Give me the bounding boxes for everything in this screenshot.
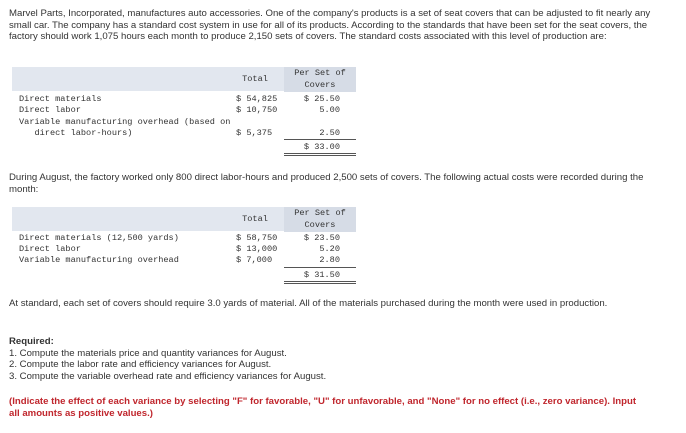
actual-cost-table [12,207,357,284]
subtotal-rule [284,139,356,140]
row-label: Direct labor [19,244,81,254]
required-item: 1. Compute the materials price and quantity variances for August. [9,347,287,359]
row-total: $ 54,825 [236,94,278,104]
required-item: 3. Compute the variable overhead rate and efficiency variances for August. [9,370,327,382]
sum-per-set: $ 33.00 [303,142,340,152]
row-label: direct labor-hours) [19,128,133,138]
row-per-set: $ 23.50 [303,233,340,243]
row-per-set: 5.20 [319,244,340,254]
per-set-line2: Covers [304,219,336,230]
sum-per-set: $ 31.50 [303,270,340,280]
row-per-set: 2.80 [319,255,340,265]
per-set-line2: Covers [304,79,336,90]
column-header-per-set [284,207,356,232]
row-label: Direct labor [19,105,81,115]
row-per-set: 2.50 [319,128,340,138]
row-per-set: $ 25.50 [303,94,340,104]
per-set-line1: Per Set of [294,68,346,78]
per-set-line1: Per Set of [294,208,346,218]
row-total: $ 5,375 [236,128,273,138]
required-item: 2. Compute the labor rate and efficiency variances for August. [9,359,272,371]
august-paragraph: During August, the factory worked only 800 direct labor-hours and produced 2,500 sets of covers. The following actual costs were recorded during the month: [9,172,644,195]
column-header-per-set [284,67,356,92]
row-total: $ 10,750 [236,105,278,115]
row-total: $ 13,000 [236,244,278,254]
row-total: $ 7,000 [236,255,273,265]
required-heading: Required: [9,336,54,347]
row-label: Direct materials (12,500 yards) [19,233,179,243]
row-per-set: 5.00 [319,105,340,115]
column-header-total: Total [242,74,268,84]
row-label: Direct materials [19,94,102,104]
row-label: Variable manufacturing overhead (based on [19,117,231,127]
total-double-rule [284,153,356,156]
row-total: $ 58,750 [236,233,278,243]
instruction-note: (Indicate the effect of each variance by selecting "F" for favorable, "U" for unfavorable, and "None" for no effect (i.e., zero variance). Input all amounts as positive values.) [9,396,637,419]
required-section [9,336,669,382]
subtotal-rule [284,267,356,268]
standard-cost-table [12,67,357,155]
row-label: Variable manufacturing overhead [19,255,179,265]
standard-paragraph: At standard, each set of covers should require 3.0 yards of material. All of the materials purchased during the month were used in production. [9,298,608,309]
total-double-rule [284,281,356,284]
column-header-total: Total [242,214,268,224]
intro-paragraph: Marvel Parts, Incorporated, manufactures auto accessories. One of the company's products is a set of seat covers that can be adjusted to fit nearly any small car. The company has a standard cost system in use for all of its products. According to the standards that have been set for the seat covers, the factory should work 1,075 hours each month to produce 2,150 sets of covers. The standard costs associated with this level of production are: [9,8,651,43]
